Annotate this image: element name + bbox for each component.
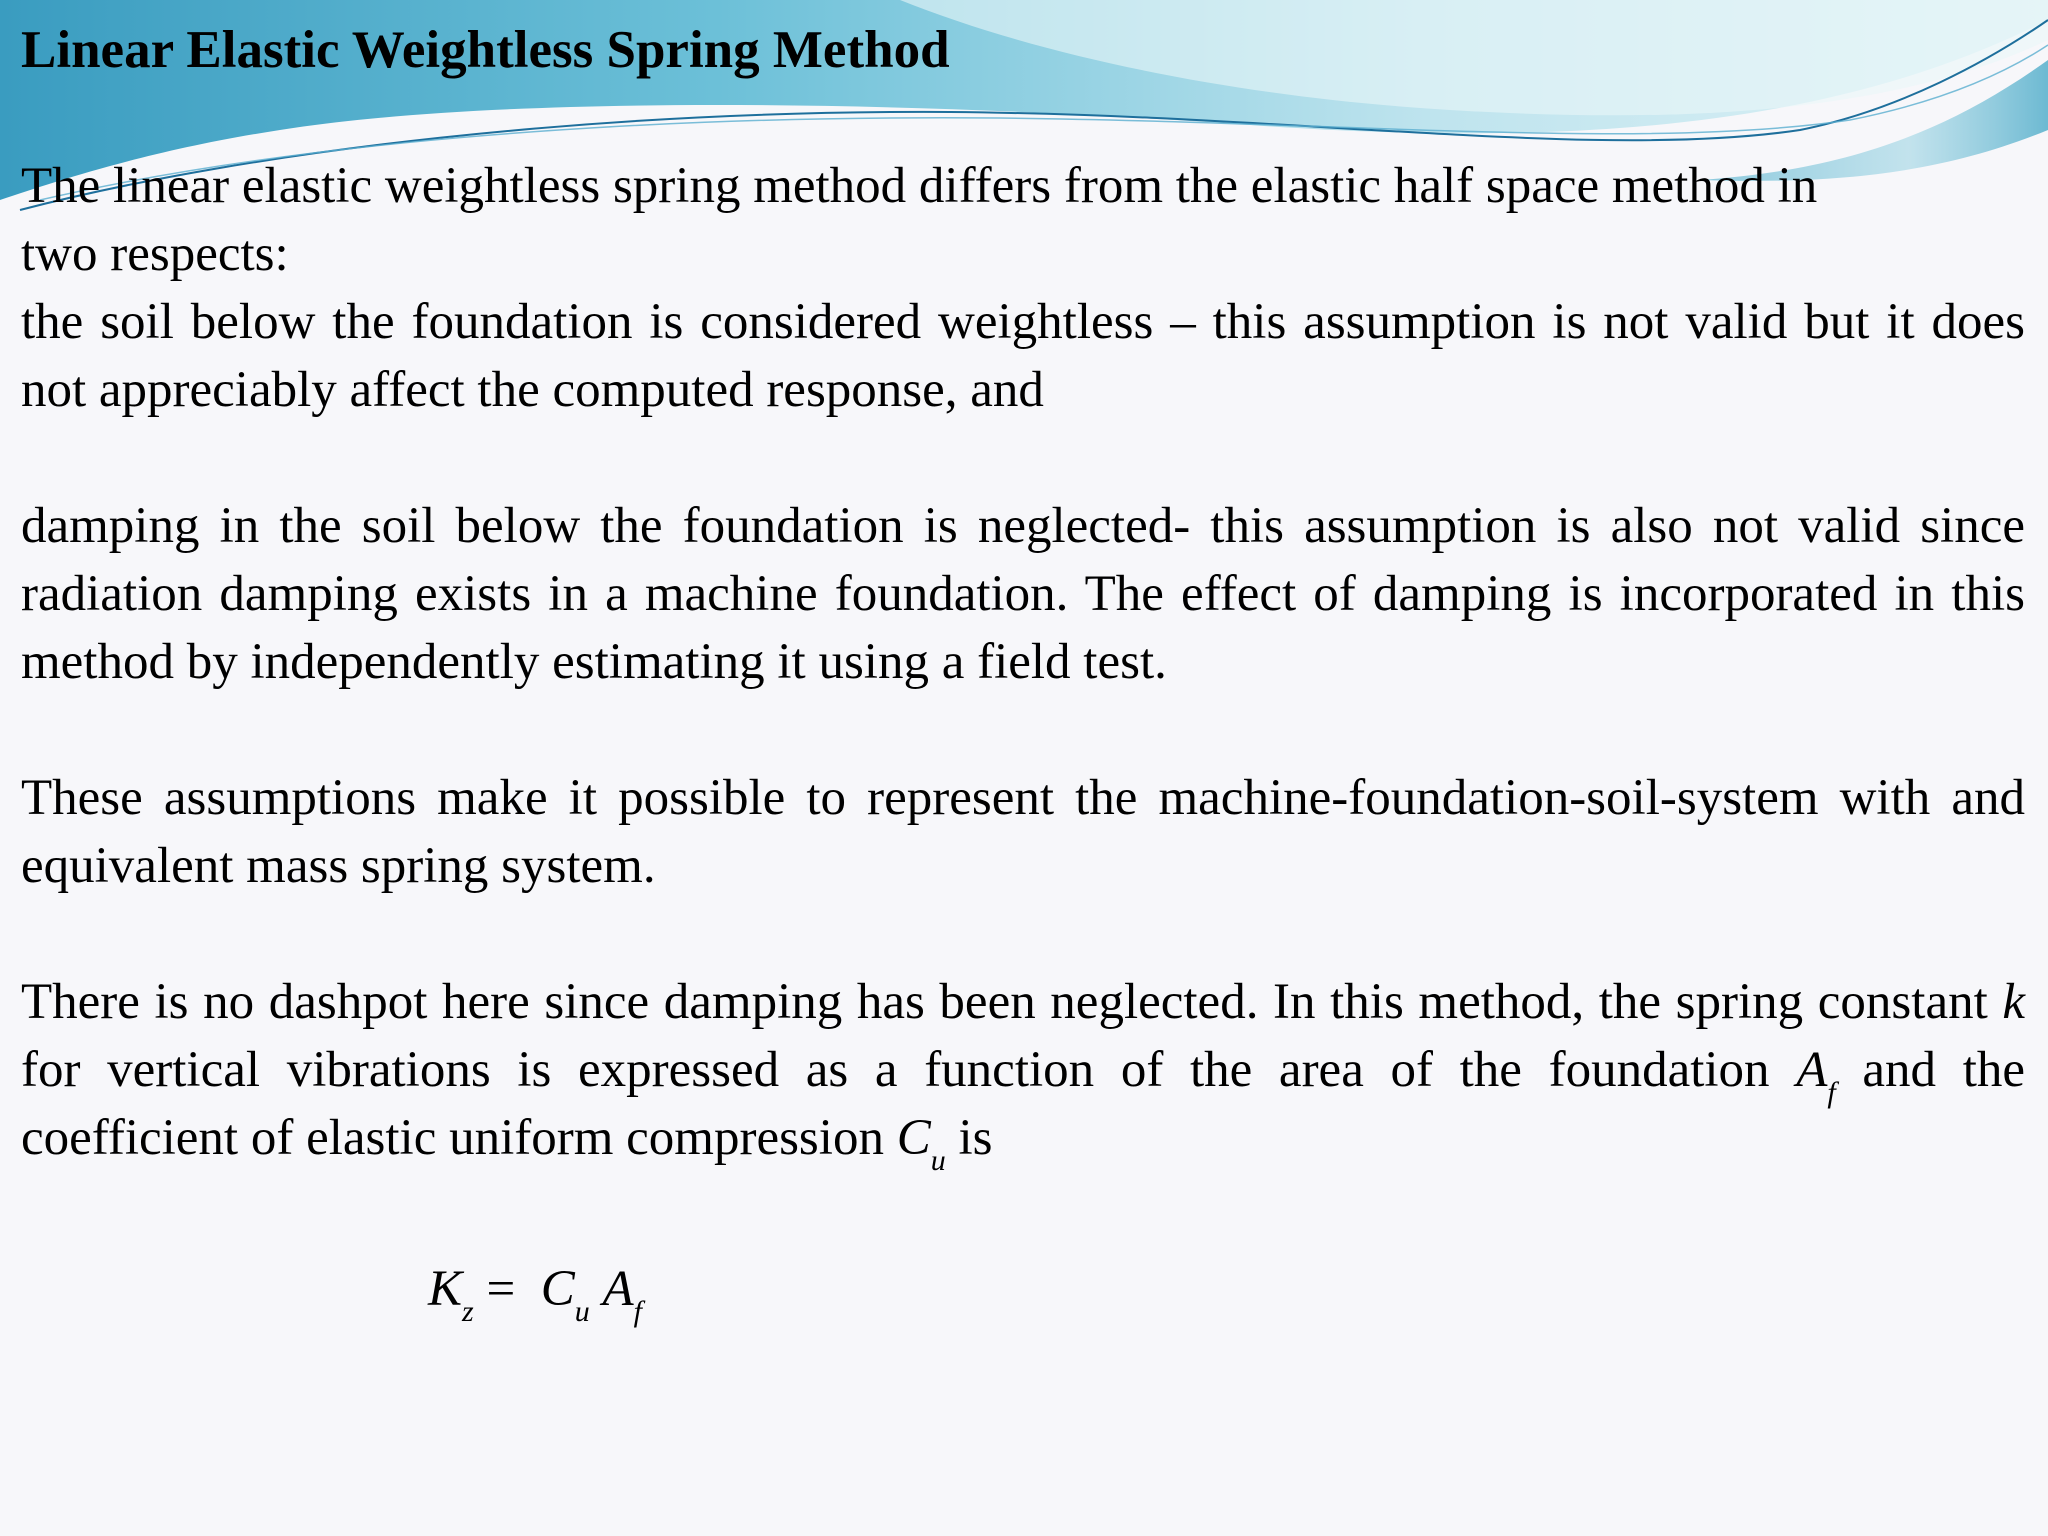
slide-body: [21, 152, 2026, 1177]
formula-K-subscript: z: [462, 1295, 474, 1328]
spring-constant-formula: [428, 1255, 643, 1328]
point-weightless-soil: the soil below the foundation is considered weightless – this assumption is not valid but it does not appreciably affect the computed response, and: [21, 294, 2025, 418]
formula-A-subscript: f: [633, 1295, 643, 1328]
formula-K: K: [428, 1261, 463, 1317]
intro-line-2: two respects:: [21, 226, 289, 282]
formula-C: C: [540, 1261, 575, 1317]
var-area: A: [1796, 1042, 1828, 1098]
var-k: k: [2002, 974, 2025, 1030]
point-damping-neglected: damping in the soil below the foundation is neglected- this assumption is also not valid since radiation damping exists in a machine foundation. The effect of damping is incorporated in this method by independently estimating it using a field test.: [21, 498, 2025, 690]
spring-text-4: is: [945, 1110, 993, 1166]
formula-equals: =: [473, 1261, 541, 1317]
var-coefficient-subscript: u: [930, 1144, 946, 1177]
intro-paragraph: [21, 152, 2025, 288]
spring-constant-paragraph: [21, 968, 2026, 1177]
spring-text-1: There is no dashpot here since damping has been neglected. In this method, the spring constant: [21, 974, 2003, 1030]
spring-text-3: and the coefficient of elastic uniform compression: [21, 1042, 2026, 1166]
var-area-subscript: f: [1827, 1076, 1836, 1109]
intro-line-1: The linear elastic weightless spring method differs from the elastic half space method in: [21, 158, 1818, 214]
spring-text-2: for vertical vibrations is expressed as a function of the area of the foundation: [21, 1042, 1797, 1098]
assumptions-paragraph: These assumptions make it possible to represent the machine-foundation-soil-system with and equivalent mass spring system.: [21, 770, 2025, 894]
slide-title: Linear Elastic Weightless Spring Method: [21, 21, 950, 79]
formula-A: A: [602, 1261, 634, 1317]
formula-C-subscript: u: [574, 1295, 590, 1328]
var-coefficient: C: [896, 1110, 931, 1166]
